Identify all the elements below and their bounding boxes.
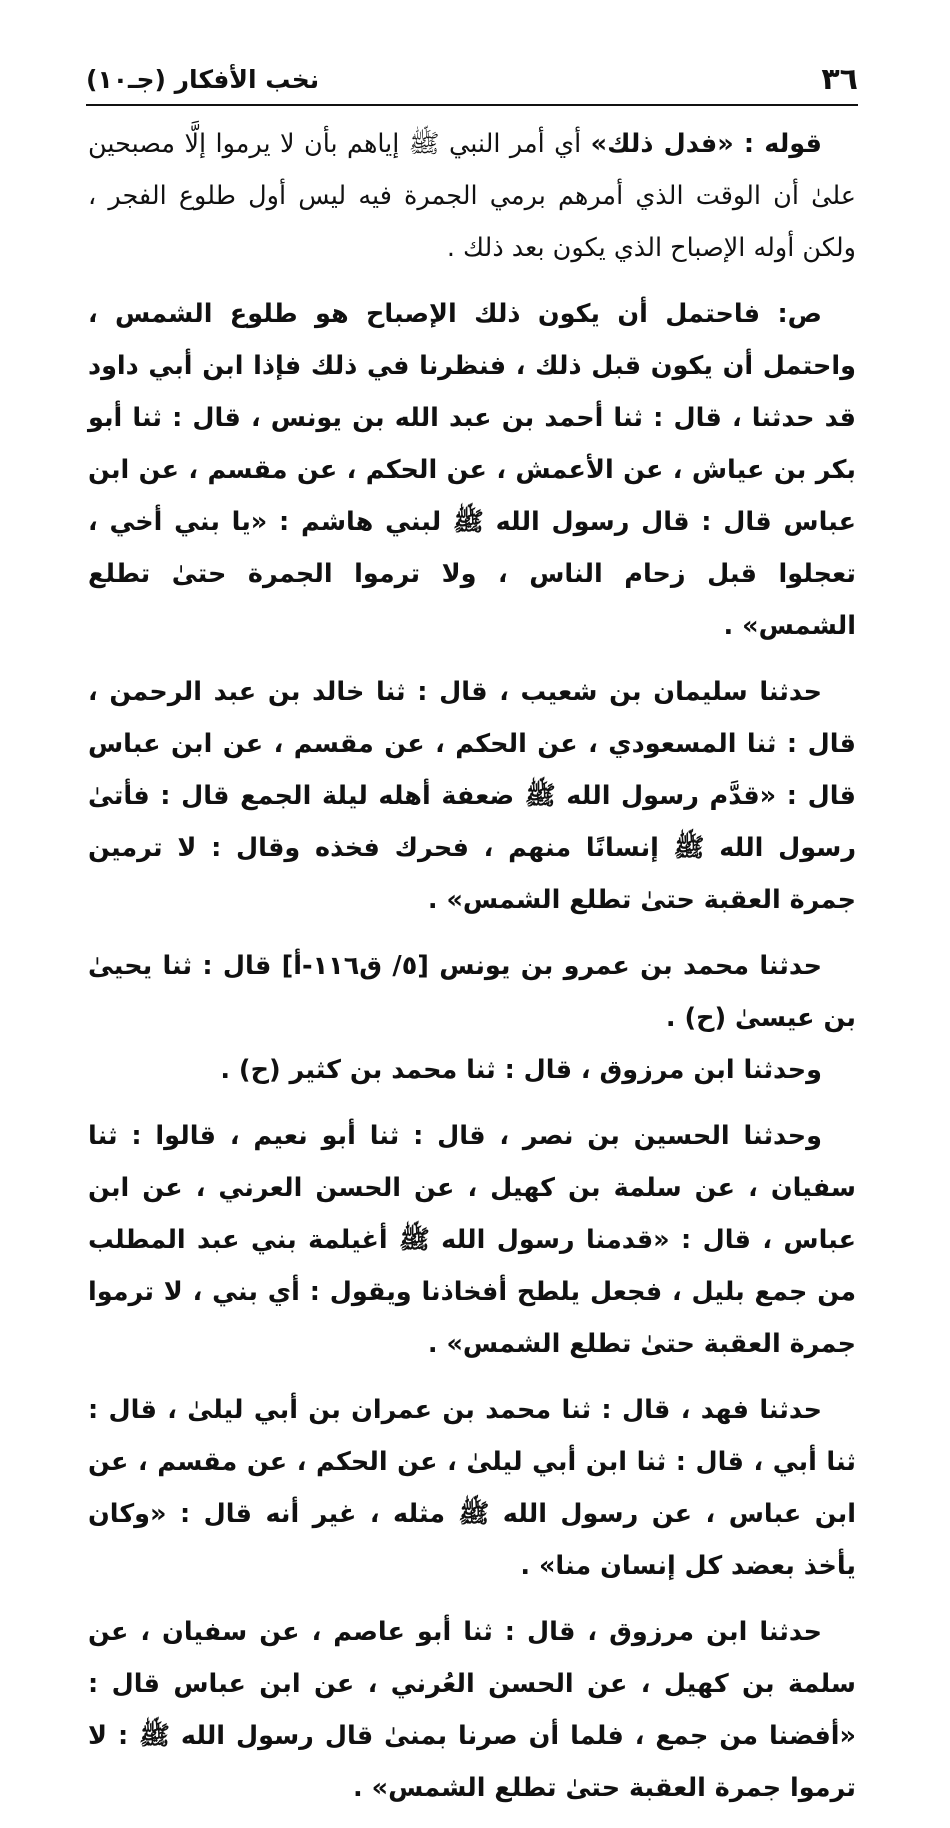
paragraph-1: [88, 118, 856, 274]
paragraph-text: وحدثنا ابن مرزوق ، قال : ثنا محمد بن كثير (ح) .: [220, 1055, 822, 1085]
paragraph-8: [88, 1606, 856, 1814]
running-title: نخب الأفكار (جـ١٠): [86, 65, 320, 94]
paragraph-text: أي أمر النبي ﷺ إياهم بأن لا يرموا إلَّا مصبحين علىٰ أن الوقت الذي أمرهم برمي الجمرة فيه ليس أول طلوع الفجر ، ولكن أوله الإصباح الذي يكون بعد ذلك .: [88, 129, 856, 263]
paragraph-lead: ص:: [777, 299, 822, 329]
header-rule: [86, 104, 858, 106]
paragraph-4: [88, 940, 856, 1044]
paragraph-text: حدثنا ابن مرزوق ، قال : ثنا أبو عاصم ، عن سفيان ، عن سلمة بن كهيل ، عن الحسن العُرني ، عن ابن عباس قال : «أفضنا من جمع ، فلما أن صرنا بمنىٰ قال رسول الله ﷺ : لا ترموا جمرة العقبة حتىٰ تطلع الشمس» .: [88, 1617, 856, 1803]
paragraph-text: فاحتمل أن يكون ذلك الإصباح هو طلوع الشمس ، واحتمل أن يكون قبل ذلك ، فنظرنا في ذلك فإذا ابن أبي داود قد حدثنا ، قال : ثنا أحمد بن عبد الله بن يونس ، قال : ثنا أبو بكر بن عياش ، عن الأعمش ، عن الحكم ، عن مقسم ، عن ابن عباس قال : قال رسول الله ﷺ لبني هاشم : «يا بني أخي ، تعجلوا قبل زحام الناس ، ولا ترموا الجمرة حتىٰ تطلع الشمس» .: [88, 299, 856, 641]
paragraph-7: [88, 1384, 856, 1592]
paragraph-text: حدثنا سليمان بن شعيب ، قال : ثنا خالد بن عبد الرحمن ، قال : ثنا المسعودي ، عن الحكم ، عن مقسم ، عن ابن عباس قال : «قدَّم رسول الله ﷺ ضعفة أهله ليلة الجمع قال : فأتىٰ رسول الله ﷺ إنسانًا منهم ، فحرك فخذه وقال : لا ترمين جمرة العقبة حتىٰ تطلع الشمس» .: [88, 677, 856, 915]
paragraph-lead: قوله : «فدل ذلك»: [590, 129, 822, 159]
paragraph-text: حدثنا محمد بن عمرو بن يونس [٥/ ق١١٦-أ] قال : ثنا يحيىٰ بن عيسىٰ (ح) .: [88, 951, 856, 1033]
page-number: ٣٦: [821, 62, 858, 97]
paragraph-6: [88, 1110, 856, 1370]
page-body: [88, 118, 856, 1828]
paragraph-3: [88, 666, 856, 926]
paragraph-text: حدثنا فهد ، قال : ثنا محمد بن عمران بن أبي ليلىٰ ، قال : ثنا أبي ، قال : ثنا ابن أبي ليلىٰ ، عن الحكم ، عن مقسم ، عن ابن عباس ، عن رسول الله ﷺ مثله ، غير أنه قال : «وكان يأخذ بعضد كل إنسان منا» .: [88, 1395, 856, 1581]
page-header: [86, 58, 858, 98]
paragraph-5: [88, 1044, 856, 1096]
paragraph-text: وحدثنا الحسين بن نصر ، قال : ثنا أبو نعيم ، قالوا : ثنا سفيان ، عن سلمة بن كهيل ، عن الحسن العرني ، عن ابن عباس ، قال : «قدمنا رسول الله ﷺ أغيلمة بني عبد المطلب من جمع بليل ، فجعل يلطح أفخاذنا ويقول : أي بني ، لا ترموا جمرة العقبة حتىٰ تطلع الشمس» .: [88, 1121, 856, 1359]
paragraph-2: [88, 288, 856, 652]
